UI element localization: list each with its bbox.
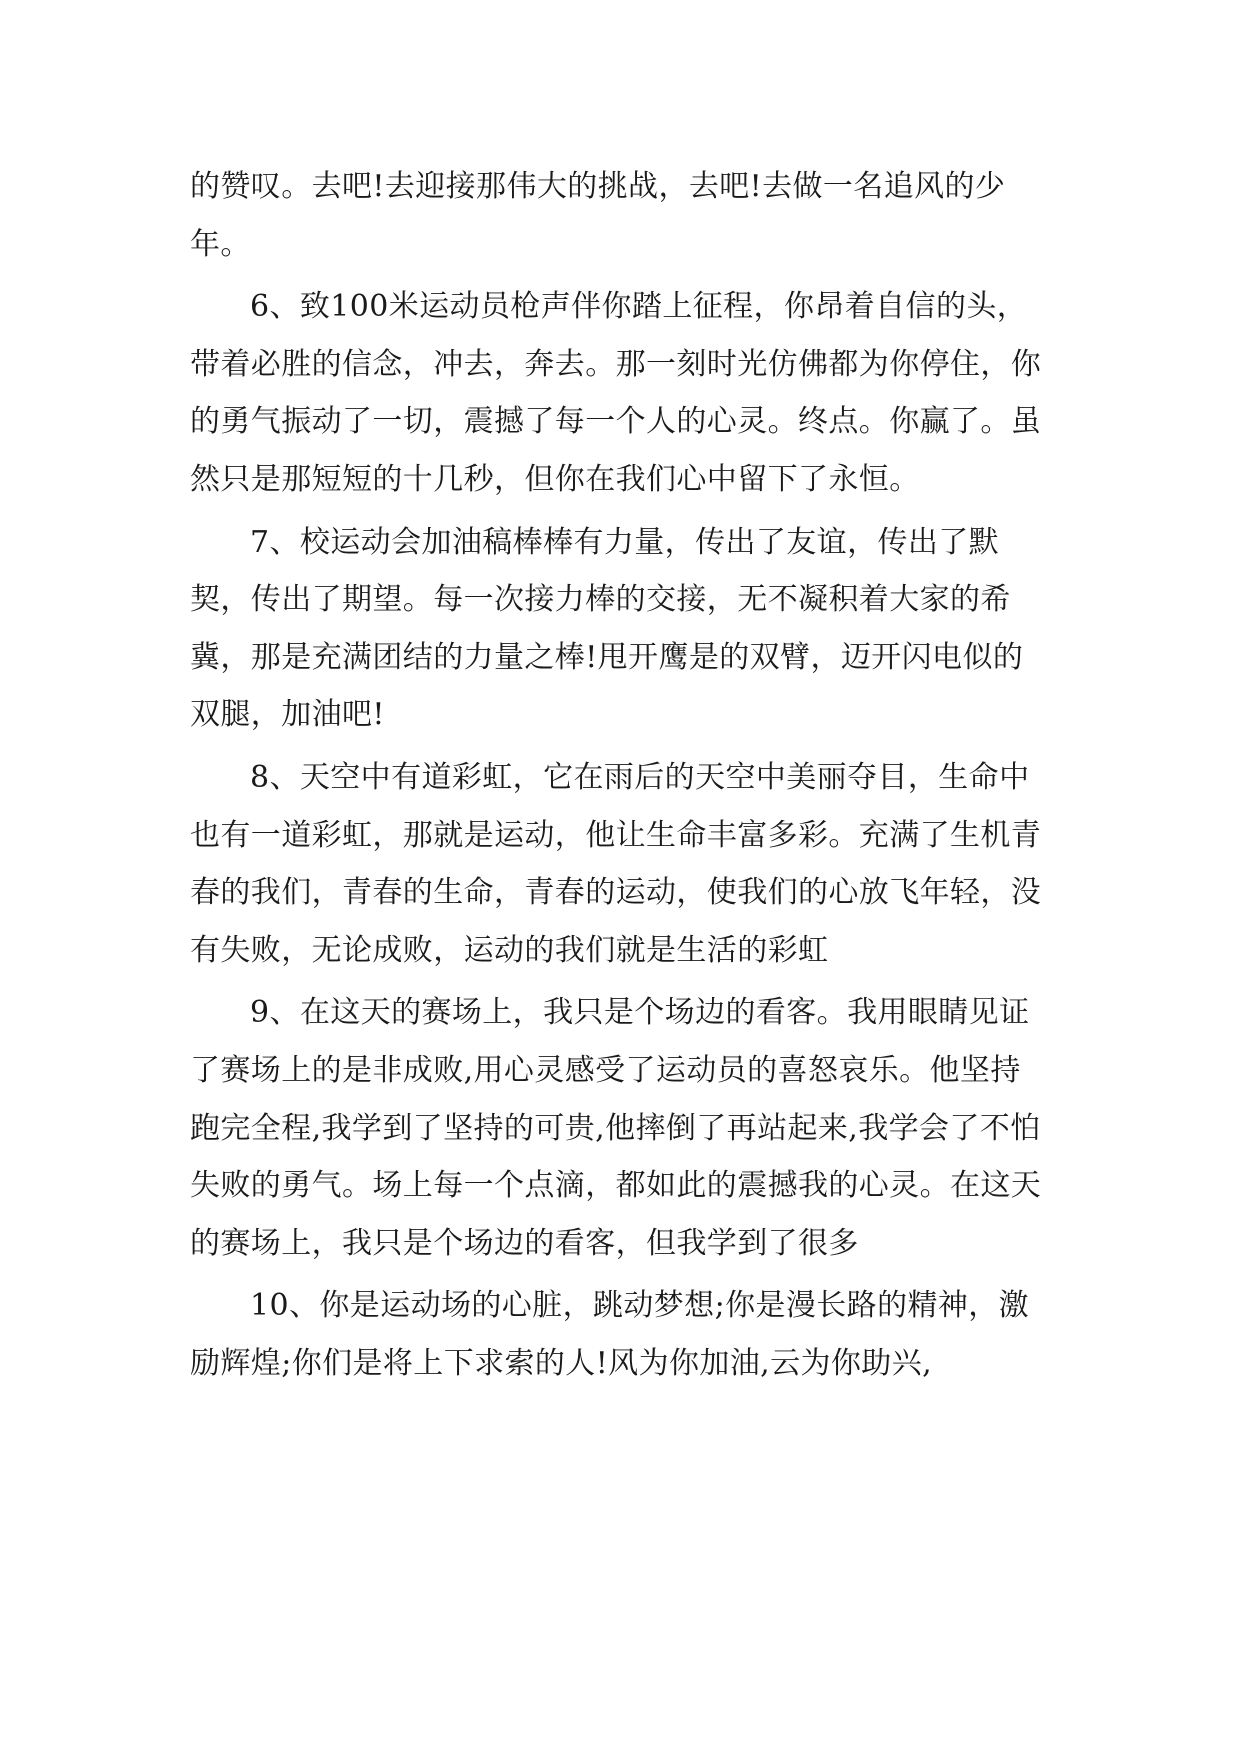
- paragraph-item-6: 6、致100米运动员枪声伴你踏上征程，你昂着自信的头，带着必胜的信念，冲去，奔去。那一刻时光仿佛都为你停住，你的勇气振动了一切，震撼了每一个人的心灵。终点。你赢了。虽然只是那短短的十几秒，但你在我们心中留下了永恒。: [190, 289, 1042, 497]
- paragraph-item-8: 8、天空中有道彩虹，它在雨后的天空中美丽夺目，生命中也有一道彩虹，那就是运动，他让生命丰富多彩。充满了生机青春的我们，青春的生命，青春的运动，使我们的心放飞年轻，没有失败，无论成败，运动的我们就是生活的彩虹: [190, 759, 1042, 968]
- paragraph-item-10: 10、你是运动场的心脏，跳动梦想;你是漫长路的精神，激励辉煌;你们是将上下求索的人!风为你加油,云为你助兴,: [190, 1288, 1030, 1381]
- paragraph-item-9: 9、在这天的赛场上，我只是个场边的看客。我用眼睛见证了赛场上的是非成败,用心灵感受了运动员的喜怒哀乐。他坚持跑完全程,我学到了坚持的可贵,他摔倒了再站起来,我学会了不怕失败的勇气。场上每一个点滴，都如此的震撼我的心灵。在这天的赛场上，我只是个场边的看客，但我学到了很多: [190, 995, 1042, 1261]
- paragraph-item-7: 7、校运动会加油稿棒棒有力量，传出了友谊，传出了默契，传出了期望。每一次接力棒的交接，无不凝积着大家的希冀，那是充满团结的力量之棒!甩开鹰是的双臂，迈开闪电似的双腿，加油吧!: [190, 524, 1024, 733]
- document-body: [190, 158, 1051, 1392]
- paragraph-continuation: 的赞叹。去吧!去迎接那伟大的挑战，去吧!去做一名追风的少年。: [190, 169, 1006, 262]
